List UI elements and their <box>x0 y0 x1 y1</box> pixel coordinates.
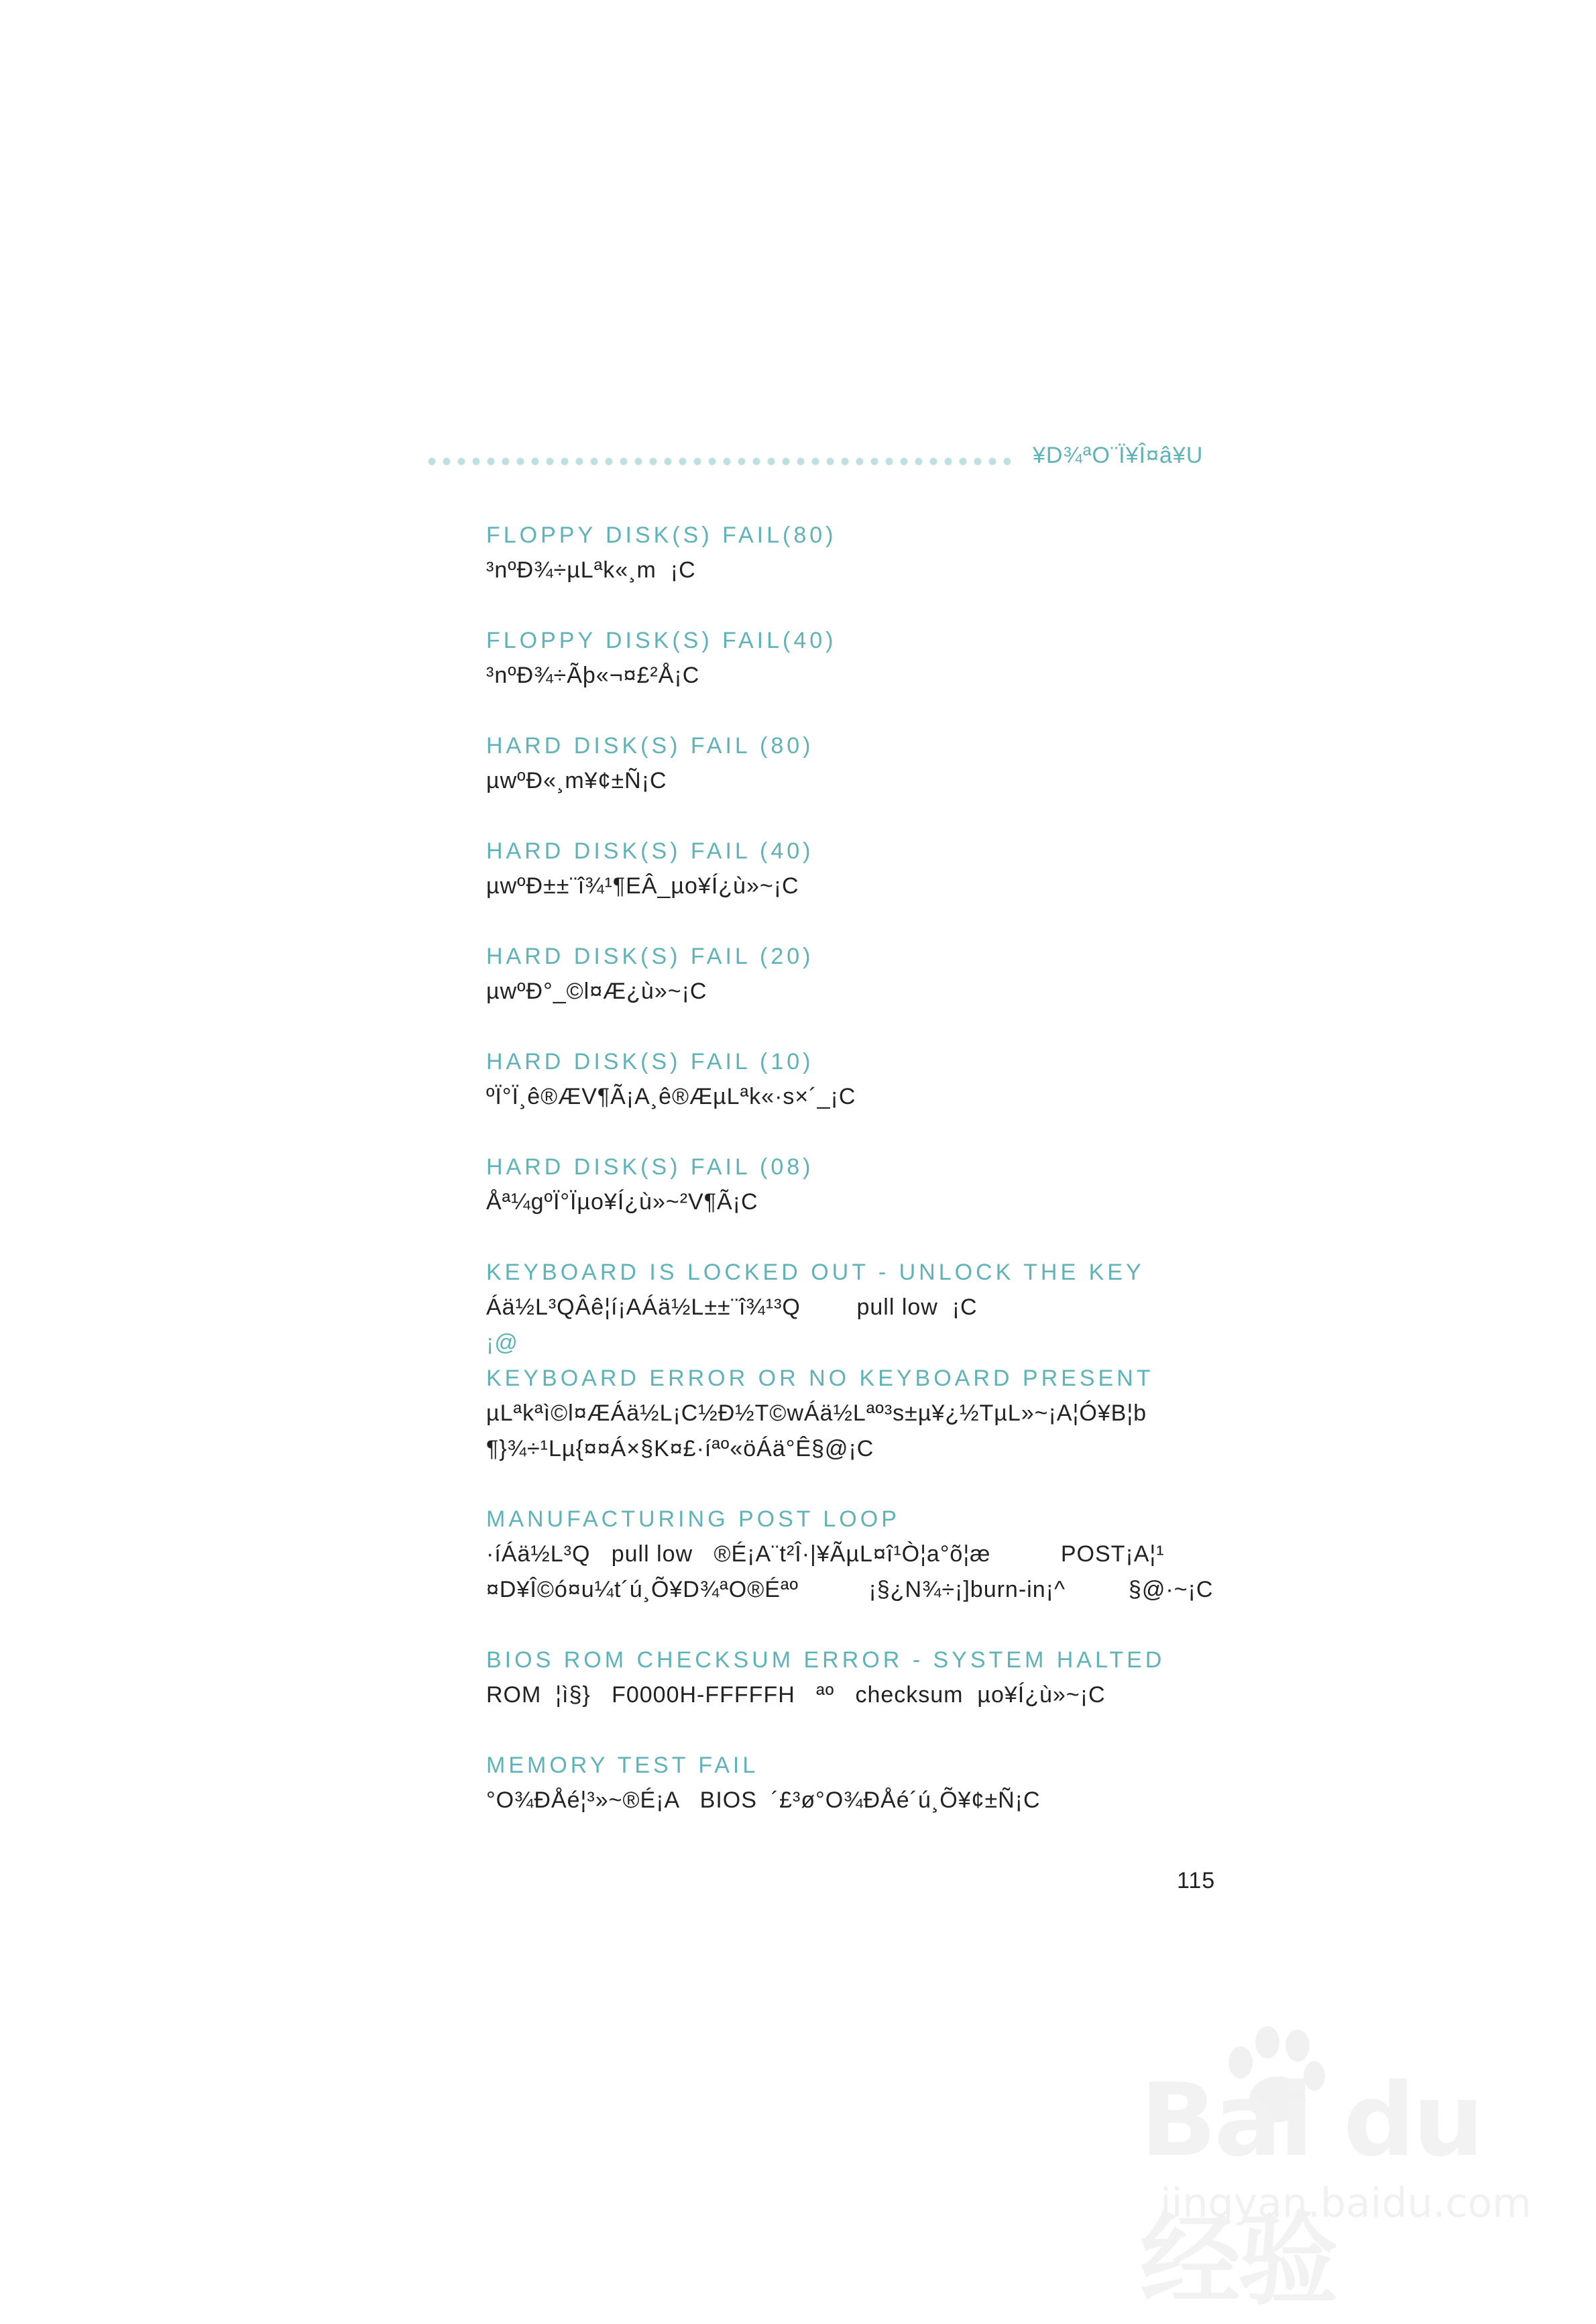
entry-title: FLOPPY DISK(S) FAIL(80) <box>486 522 837 548</box>
header-dotted-rule <box>424 456 1015 467</box>
entry-floppy-fail-80 <box>486 518 1237 588</box>
entry-description-line-1: µLªkªì©l¤ÆÁä½L¡C½Ð½T©wÁä½Lªº³s±µ¥¿½TµL»~¡A¦Ó¥B¦b <box>486 1400 1147 1426</box>
entry-keyboard-locked <box>486 1255 1237 1361</box>
entry-hdd-fail-08 <box>486 1150 1237 1220</box>
entry-floppy-fail-40 <box>486 623 1237 694</box>
entry-title: HARD DISK(S) FAIL (08) <box>486 1154 814 1180</box>
stray-mark: ¡@ <box>486 1330 518 1355</box>
entry-description-line-2: ¶}¾÷¹Lµ{¤¤Á×§K¤£·íªº«öÁä°Ê§@¡C <box>486 1436 874 1461</box>
entry-title: FLOPPY DISK(S) FAIL(40) <box>486 628 837 653</box>
entry-description: ROM ¦ì§} F0000H-FFFFFH ªº checksum µo¥Í¿ù»~¡C <box>486 1682 1106 1708</box>
entry-description-line-1: ·íÁä½L³Q pull low ®É¡A¨t²Î·|¥ÃµL¤î¹Ò¦a°õ¦æ POST¡A¦¹ <box>486 1541 1165 1567</box>
entry-memory-test <box>486 1748 1237 1818</box>
entry-description: ³nºÐ¾÷Ãþ«¬¤£²Å¡C <box>486 663 700 688</box>
entry-description: Áä½L³QÂê¦í¡AÁä½L±±¨î¾¹³Q pull low ¡C <box>486 1294 978 1320</box>
entry-description: ³nºÐ¾÷µLªk«¸m ¡C <box>486 557 696 583</box>
entry-title: HARD DISK(S) FAIL (40) <box>486 838 814 864</box>
entry-title: HARD DISK(S) FAIL (80) <box>486 733 814 759</box>
error-message-list <box>486 518 1237 1853</box>
entry-description: µwºÐ«¸m¥¢±Ñ¡C <box>486 768 667 793</box>
baidu-jingyan-watermark <box>1140 2026 1542 2319</box>
entry-title: KEYBOARD IS LOCKED OUT - UNLOCK THE KEY <box>486 1260 1145 1285</box>
entry-description-line-2: ¤D¥Î©ó¤u¼t´ú¸Õ¥D¾ªO®Éªº ¡§¿N¾÷¡]burn-in¡^ §@·~¡C <box>486 1577 1214 1602</box>
entry-manufacturing-post-loop <box>486 1502 1237 1608</box>
entry-hdd-fail-80 <box>486 728 1237 799</box>
entry-title: KEYBOARD ERROR OR NO KEYBOARD PRESENT <box>486 1366 1154 1391</box>
entry-hdd-fail-10 <box>486 1044 1237 1115</box>
entry-title: HARD DISK(S) FAIL (20) <box>486 944 814 969</box>
entry-bios-checksum <box>486 1643 1237 1713</box>
watermark-url: jingyan.baidu.com <box>1160 2180 1532 2227</box>
header-title: ¥D¾ªO¨Ï¥Î¤â¥U <box>1033 443 1204 468</box>
entry-hdd-fail-40 <box>486 834 1237 904</box>
entry-description: Åª¼gºÏ°Ïµo¥Í¿ù»~²V¶Ã¡C <box>486 1189 758 1215</box>
entry-title: BIOS ROM CHECKSUM ERROR - SYSTEM HALTED <box>486 1647 1165 1673</box>
watermark-logo-text: Bai du 经验 <box>1140 2062 1482 2319</box>
entry-description: µwºÐ°_©l¤Æ¿ù»~¡C <box>486 979 707 1004</box>
page-number: 115 <box>1177 1868 1216 1893</box>
entry-hdd-fail-20 <box>486 939 1237 1009</box>
entry-keyboard-error <box>486 1361 1237 1467</box>
entry-title: HARD DISK(S) FAIL (10) <box>486 1049 814 1074</box>
entry-title: MANUFACTURING POST LOOP <box>486 1506 900 1532</box>
entry-description: ºÏ°Ï¸ê®ÆV¶Ã¡A¸ê®ÆµLªk«·s×´_¡C <box>486 1084 856 1109</box>
entry-description: °O¾ÐÅé¦³»~®É¡A BIOS ´£³ø°O¾ÐÅé´ú¸Õ¥¢±Ñ¡C <box>486 1787 1041 1813</box>
entry-description: µwºÐ±±¨î¾¹¶EÂ_µo¥Í¿ù»~¡C <box>486 873 799 899</box>
entry-title: MEMORY TEST FAIL <box>486 1753 759 1778</box>
